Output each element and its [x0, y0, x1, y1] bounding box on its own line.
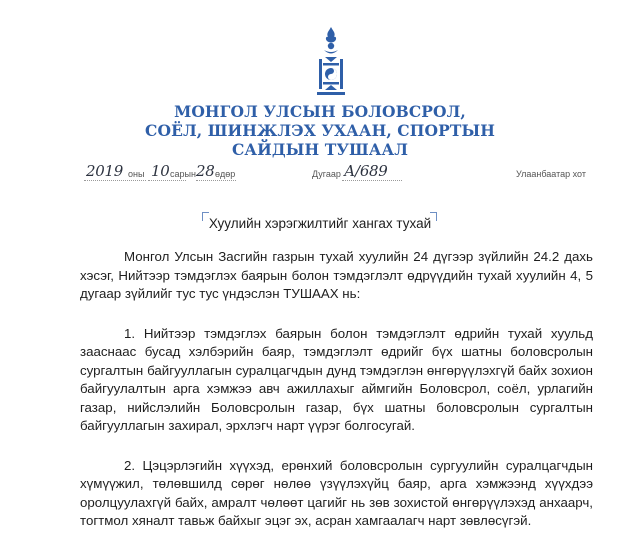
day-suffix-label: өдөр — [215, 169, 236, 179]
preamble-paragraph: Монгол Улсын Засгийн газрын тухай хуулийн 24 дүгээр зүйлийн 24.2 дахь хэсэг, Нийтээр тэмдэглэх баярын болон тэмдэглэлт өдрүүдийн тухай хуулийн 4, 5 дугаар зүйлийг тус тус үндэслэн ТУШААХ нь: — [80, 249, 593, 301]
clause-2-paragraph: 2. Цэцэрлэгийн хүүхэд, ерөнхий боловсролын сургуулийн суралцагчдын хүмүүжил, төлөвшилд сөрөг нөлөө үзүүлэхүйц баяр, арга хэмжээнд хүүхдээ оролцуулахгүй байх, амралт чөлөөт цагийг нь зөв зохистой өнгөрүүлэхэд анхаарч, тогтмол хяналт тавьж байхыг эцэг эх, асран хамгаалагч нарт зөвлөсүгэй. — [80, 457, 593, 528]
ministry-title — [0, 102, 640, 159]
order-number: А/689 — [344, 162, 388, 180]
ministry-title-line-3: САЙДЫН ТУШААЛ — [231, 140, 409, 159]
order-meta-row — [0, 162, 640, 186]
day-dotted-line — [196, 180, 236, 181]
order-number-label: Дугаар — [312, 169, 341, 179]
order-year: 2019 — [86, 162, 123, 180]
year-dotted-line — [84, 180, 146, 181]
city-label: Улаанбаатар хот — [516, 169, 586, 179]
order-day: 28 — [196, 162, 215, 180]
ministry-title-line-2: СОЁЛ, ШИНЖЛЭХ УХААН, СПОРТЫН — [145, 121, 495, 140]
month-dotted-line — [148, 180, 186, 181]
soyombo-emblem-icon — [312, 26, 350, 98]
number-dotted-line — [342, 180, 402, 181]
month-suffix-label: сарын — [170, 169, 196, 179]
order-month: 10 — [151, 162, 170, 180]
ministry-title-line-1: МОНГОЛ УЛСЫН БОЛОВСРОЛ, — [174, 102, 466, 121]
clause-1-paragraph: 1. Нийтээр тэмдэглэх баярын болон тэмдэглэлт өдрийн тухай хуульд зааснаас бусад хэлбэрийн баяр, тэмдэглэлт өдрийг бүх шатны боловсролын сургалтын байгууллагын суралцагчдын дунд тэмдэглэн өнгөрүүлэхгүй байх зохион байгуулалтын арга хэмжээ авч ажиллахыг аймгийн Боловсрол, соёл, урлагийн газар, нийслэлийн Боловсролын газар, бүх шатны боловсролын сургалтын байгууллагын захирал, эрхлэгч нарт үүрэг болгосугай. — [80, 325, 593, 433]
year-suffix-label: оны — [128, 169, 145, 179]
order-body — [80, 248, 593, 552]
order-subject: Хуулийн хэрэгжилтийг хангах тухай — [208, 216, 432, 231]
